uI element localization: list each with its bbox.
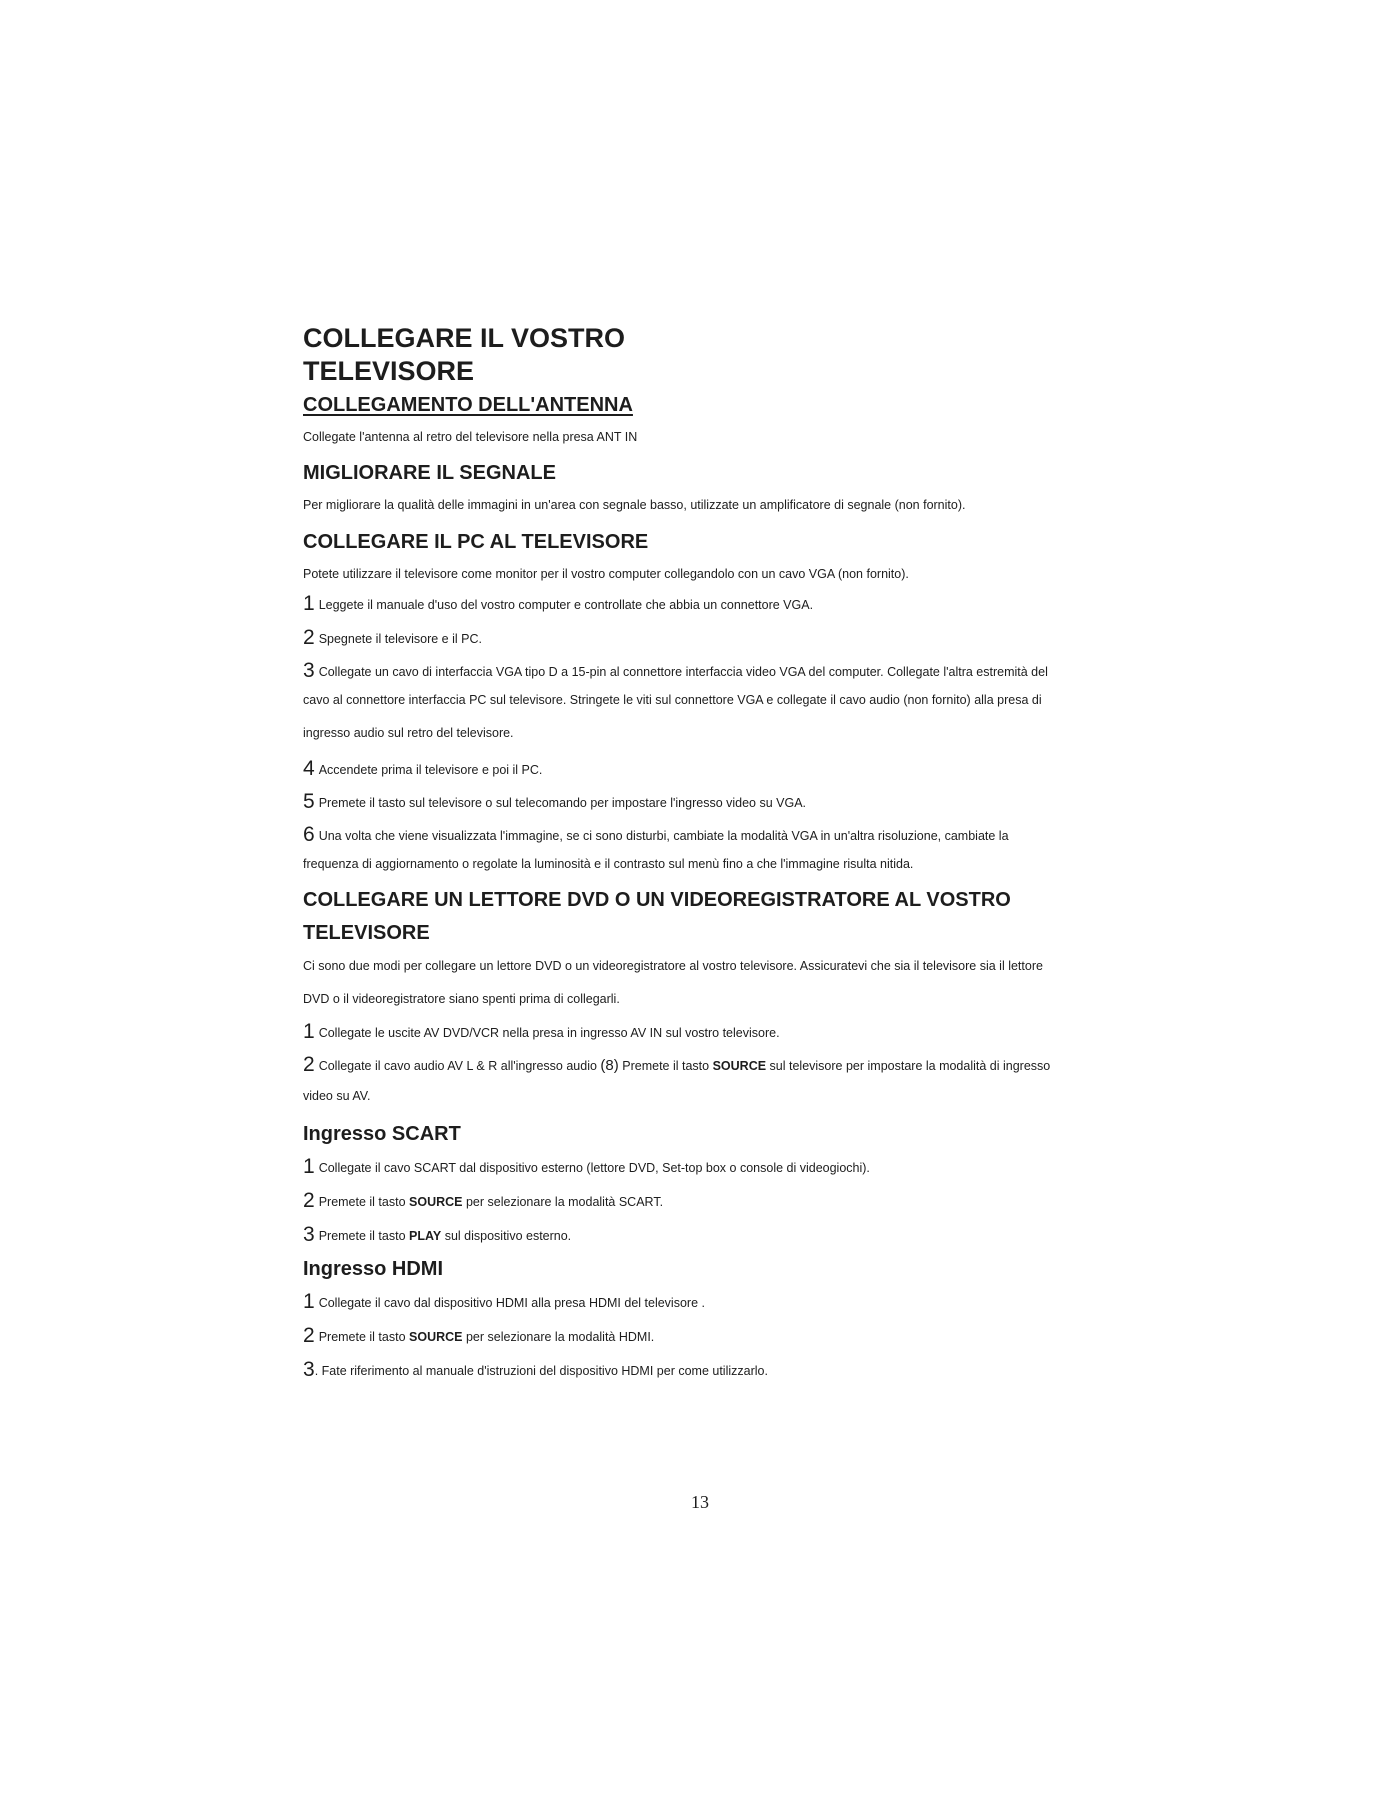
step-text-b: sul dispositivo esterno. [444, 1229, 572, 1243]
step-text-b: Premete il tasto [622, 1059, 710, 1073]
step-number: 2 [303, 626, 315, 649]
pc-heading: COLLEGARE IL PC AL TELEVISORE [303, 531, 649, 553]
step-text-line-2: cavo al connettore interfaccia PC sul televisore. Stringete le viti sul connettore VGA e collegate il cavo audio (non fornito) alla presa di [303, 693, 1042, 707]
step-number: 1 [303, 1290, 315, 1313]
dvd-heading-line-1: COLLEGARE UN LETTORE DVD O UN VIDEOREGISTRATORE AL VOSTRO [303, 889, 1011, 911]
step-number: 1 [303, 1020, 315, 1043]
scart-step-3 [303, 1225, 1103, 1245]
step-text: Collegate le uscite AV DVD/VCR nella presa in ingresso AV IN sul vostro televisore. [318, 1026, 780, 1040]
step-number: 1 [303, 592, 315, 615]
title-line-1: COLLEGARE IL VOSTRO [303, 323, 626, 353]
step-number: 3 [303, 1223, 315, 1246]
step-number: 2 [303, 1053, 315, 1076]
signal-text: Per migliorare la qualità delle immagini in un'area con segnale basso, utilizzate un amplificatore di segnale (non fornito). [303, 498, 966, 512]
pc-step-1 [303, 594, 1103, 614]
dvd-step-1 [303, 1022, 1103, 1042]
step-text-line-3: ingresso audio sul retro del televisore. [303, 726, 514, 740]
pc-step-3 [303, 661, 1103, 741]
step-text-line-2: frequenza di aggiornamento o regolate la luminosità e il contrasto sul menù fino a che l'immagine risulta nitida. [303, 857, 914, 871]
step-text-a: Collegate il cavo audio AV L & R all'ingresso audio [318, 1059, 597, 1073]
play-key-label: PLAY [409, 1229, 442, 1243]
pc-step-5 [303, 792, 1103, 812]
antenna-heading: COLLEGAMENTO DELL'ANTENNA [303, 394, 633, 416]
step-number: 3 [303, 1358, 315, 1381]
step-text-a: Premete il tasto [318, 1330, 406, 1344]
step-text-line-1: Una volta che viene visualizzata l'immagine, se ci sono disturbi, cambiate la modalità VGA in un'altra risoluzione, cambiate la [318, 829, 1009, 843]
step-number: 5 [303, 790, 315, 813]
step-number: 2 [303, 1324, 315, 1347]
step-text: . Fate riferimento al manuale d'istruzioni del dispositivo HDMI per come utilizzarlo. [314, 1364, 768, 1378]
step-text-line-1: Collegate un cavo di interfaccia VGA tipo D a 15-pin al connettore interfaccia video VGA del computer. Collegate l'altra estremità del [318, 665, 1048, 679]
pc-step-2 [303, 628, 1103, 648]
dvd-step-2 [303, 1055, 1103, 1104]
page-title [303, 322, 1103, 388]
step-text: Collegate il cavo dal dispositivo HDMI alla presa HDMI del televisore . [318, 1296, 705, 1310]
scart-heading: Ingresso SCART [303, 1123, 461, 1145]
dvd-heading-line-2: TELEVISORE [303, 922, 430, 944]
hdmi-step-1 [303, 1292, 1103, 1312]
step-text: Spegnete il televisore e il PC. [318, 632, 482, 646]
hdmi-step-2 [303, 1326, 1103, 1346]
step-text-c: sul televisore per impostare la modalità di ingresso [769, 1059, 1051, 1073]
hdmi-heading: Ingresso HDMI [303, 1258, 444, 1280]
scart-step-2 [303, 1191, 1103, 1211]
step-number: 3 [303, 659, 315, 682]
signal-heading: MIGLIORARE IL SEGNALE [303, 462, 556, 484]
step-text-b: per selezionare la modalità SCART. [465, 1195, 664, 1209]
step-text-a: Premete il tasto [318, 1195, 406, 1209]
pc-step-4 [303, 759, 1103, 779]
title-line-2: TELEVISORE [303, 356, 475, 386]
antenna-text: Collegate l'antenna al retro del televisore nella presa ANT IN [303, 430, 638, 444]
page-number: 13 [691, 1492, 709, 1512]
step-text: Collegate il cavo SCART dal dispositivo esterno (lettore DVD, Set-top box o console di videogiochi). [318, 1161, 870, 1175]
step-text: Premete il tasto sul televisore o sul telecomando per impostare l'ingresso video su VGA. [318, 796, 807, 810]
step-text: Leggete il manuale d'uso del vostro computer e controllate che abbia un connettore VGA. [318, 598, 814, 612]
step-text-paren: (8) [600, 1057, 619, 1074]
step-number: 1 [303, 1155, 315, 1178]
step-number: 2 [303, 1189, 315, 1212]
pc-intro: Potete utilizzare il televisore come monitor per il vostro computer collegandolo con un cavo VGA (non fornito). [303, 567, 909, 581]
pc-step-6 [303, 825, 1103, 872]
step-number: 6 [303, 823, 315, 846]
step-text: Accendete prima il televisore e poi il PC. [318, 763, 543, 777]
document-page [303, 322, 1103, 1380]
source-key-label: SOURCE [712, 1059, 767, 1073]
dvd-intro-line-1: Ci sono due modi per collegare un lettore DVD o un videoregistratore al vostro televisore. Assicuratevi che sia il televisore sia il lettore [303, 959, 1043, 973]
step-text-a: Premete il tasto [318, 1229, 406, 1243]
source-key-label: SOURCE [409, 1330, 463, 1344]
step-text-b: per selezionare la modalità HDMI. [465, 1330, 655, 1344]
step-text-line-2: video su AV. [303, 1089, 371, 1103]
source-key-label: SOURCE [409, 1195, 463, 1209]
step-number: 4 [303, 757, 315, 780]
hdmi-step-3 [303, 1360, 1103, 1380]
dvd-heading [303, 884, 1103, 950]
scart-step-1 [303, 1157, 1103, 1177]
dvd-intro-line-2: DVD o il videoregistratore siano spenti prima di collegarli. [303, 992, 620, 1006]
